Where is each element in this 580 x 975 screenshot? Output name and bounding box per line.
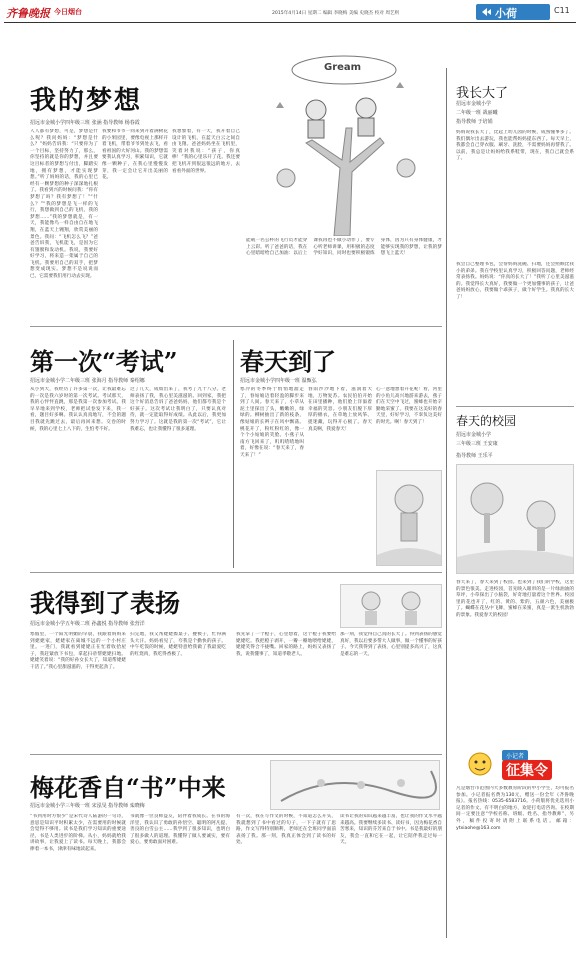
article-body-dream-col2: 我要和爷爷一同来到开着满树花的小果园里，要像电视上那样开着飞机，带着爷爷到处去飞，看看祖国的大好河山。我的梦想需要我认真学习，积累知识，它就像一颗种子，在我心里慢慢发芽，我一定会让它开出美丽的花。 xyxy=(102,129,168,181)
paper-logo: 齐鲁晚报 xyxy=(6,7,50,20)
article-body-plum: “书到用时方恨少”是宋代诗人陆游的一句诗，意思是知识平时积累太少，在需要用的时候就会觉得不够用。读书是我们学习知识的重要途径，书是人类进步的阶梯。从小，妈妈就给我讲故事，让我爱上了读书。每天晚上，我都会捧着一本书，津津有味地读起来。 xyxy=(30,814,126,852)
article-body-praise-2: 扫完地，我又帮姥姥擦桌子、叠被子，忙得满头大汗。妈妈看见了，夸我是个勤快的孩子。中午吃饭的时候，姥姥特意给我做了我最爱吃的红烧肉，我吃得香极了。 xyxy=(130,632,226,657)
plum-drawing xyxy=(271,761,439,809)
article-body-spring: 寒冷的冬季终于悄悄地溜走了，春姑娘迈着轻盈的脚步来到了人间。春天来了，小草从泥土里探出了头，嫩嫩的，绿绿的。柳树抽出了新的枝条，像姑娘的长辫子在风中飘荡。桃花开了，粉红粉红的，像一个个小姑娘的笑脸。小燕子从南方飞回来了，叽叽喳喳地叫着，好像在说：“春天来了，春天来了！” xyxy=(240,387,304,458)
article-body-spring-3: 心一意地想着开花呢！看，河里的小鱼儿高兴地游来游去，燕子们在天空中飞过，蜜蜂也开始辛勤地采蜜了。我要在这美好的春天里，好好学习，不辜负这美好的时光。啊！春天到了！ xyxy=(376,387,442,425)
sidebar-teacher-grownup: 指导教师 于培娟 xyxy=(456,119,493,125)
spring-illustration xyxy=(376,470,442,566)
article-body-plum-2: 书就像一位良师益友，陪伴着我成长。在书的海洋里，我认识了勇敢的孙悟空、聪明的阿凡提、善良的白雪公主……我学到了很多知识，也明白了很多做人的道理。我懂得了做人要诚实，要有爱心，要勇敢面对困难。 xyxy=(130,814,230,846)
page-number: C11 xyxy=(554,6,570,15)
plum-illustration xyxy=(270,760,440,810)
article-body-exam: 从小到大，我经历了许多第一次，让我最难忘的一次是我六岁时的第一次考试。考试那天，我的心怦怦直跳，那是我第一次参加考试。我早早地来到学校，老师把试卷发下来，我一看，题目好多啊。我认认真真地写，不会的题目我就先跳过去，最后再回来想。交卷的时候，我的心里七上八下的，生怕考不好。 xyxy=(30,387,126,432)
article-byline-spring: 招远市金城小学四年级一班 温甄弘 xyxy=(240,378,317,384)
article-byline-praise: 招远市金城小学五年级二班 孙鑫悦 指导教师 张营洋 xyxy=(30,621,145,627)
article-title-spring: 春天到了 xyxy=(240,347,336,376)
fish-icon xyxy=(480,6,492,18)
praise-illustration xyxy=(340,584,442,628)
sidebar-title-grownup: 我长大了 xyxy=(456,86,509,101)
section-rule-4 xyxy=(30,754,442,755)
article-byline-dream: 招远市金城小学四年级三班 张涵 指导教师 杨春霞 xyxy=(30,120,140,126)
praise-drawing xyxy=(341,585,441,627)
sidebar-body-grownup-2: 我会自己整理书包，会帮妈妈洗碗、扫地，还会照顾比我小的弟弟。我在学校里认真学习，积极回答问题，老师经常表扬我。妈妈说：“你真的长大了！”我听了心里美滋滋的。我觉得长大真好，我要做一个更加懂事的孩子，让爸爸妈妈放心，我要做个乖孩子，做个好学生。我真的长大了！ xyxy=(456,262,574,300)
tree-drawing xyxy=(246,48,442,236)
dream-tree-illustration xyxy=(246,48,442,236)
article-byline-plum: 招远市金城小学三年级一班 宋泓旻 指导教师 栾晓梅 xyxy=(30,803,145,809)
article-title-plum: 梅花香自“书”中来 xyxy=(30,773,226,802)
ad-title: 征集令 xyxy=(502,760,552,780)
article-title-praise: 我得到了表扬 xyxy=(30,589,181,618)
article-body-dream-col1: 人人都有梦想，可是，梦想是什么呢？我问妈妈：“梦想是什么？”妈妈告诉我：“只要你为了一个目标，坚持努力了，那么，你坚持的就是你的梦想，并且要这目标者的梦想与付出，脚踏实地，拥有梦想，才能实现梦想。”听了妈妈的话，我的心里已经有一颗梦想的种子深深地扎根了。我看到兴的时候问我：“你有梦想了吗？我有梦想了！”“什么？”“我的梦想是飞一样的飞行，我想做到自己的飞机，我的梦想……”我的梦想就是，有一天，我能像鸟一样自由自在地飞翔，在蓝天上翱翔，欣赏美丽的景色。我问：“飞机怎么飞？”爸爸告诉我，飞机能飞，是因为它有翅膀和发动机。我说，我要好好学习，将来造一架属于自己的飞机。我要用自己的双手，把梦想变成现实。梦想不是说说而已，它需要我们用行动去实现。 xyxy=(30,129,98,280)
article-body-praise: 寒假里，一个阳光明媚的早晨，我跟着妈妈来到姥姥家，姥姥家在离城不远的一个小村庄里。一进门，我就看到姥姥正在忙着收拾屋子，我赶紧放下书包，拿起扫帚帮姥姥扫地。姥姥笑着说：“我的好孙女长大了，知道帮姥姥干活了。”我心里甜滋滋的，干得更起劲了。 xyxy=(30,632,126,670)
sidebar-body-campus: 春天来了，春天来到了校园。也来到了我们的学校，这里的景色很美。走进校园，首先映入眼帘的是一片绿油油的草坪，小草探出了小脑袋，好奇地打量着这个世界。校园里的花也开了，红的、黄的、紫的，五颜六色，美丽极了。蝴蝶在花丛中飞舞，蜜蜂在采蜜，真是一派生机勃勃的景象。我爱春天的校园！ xyxy=(456,580,574,618)
sidebar-grade-campus: 三年级三班 王安康 xyxy=(456,441,498,447)
campus-drawing xyxy=(457,465,573,573)
edition-label: 今日烟台 xyxy=(54,8,82,16)
campus-illustration xyxy=(456,464,574,574)
article-body-spring-2: 春雨沙沙地下着，滋润着大地，万物复苏。农民伯伯开始在田里播种，他们脸上洋溢着幸福的笑容。小朋友们脱下厚厚的棉衣，在草地上放风筝、捉迷藏，玩得开心极了。春天真美啊，我爱春天！ xyxy=(308,387,372,432)
cloud-label: Gream xyxy=(324,62,362,73)
article-body-plum-3: 有一次，我在写作文的时候，不知道怎么开头，我就想到了书中看过的句子，一下子就有了思路，作文写得特别顺利，老师还在全班同学面前表扬了我。那一刻，我真正体会到了读书的好处。 xyxy=(236,814,336,846)
article-body-dream-col3: 我想象着，有一天，我开着自己设计的飞机，在蓝天白云之间自由飞翔。爸爸妈妈坐在飞机里，笑着对我说：“孩子，你真棒！”我的心里乐开了花。我还要把飞机开到很远很远的地方，去看看外面的世界。 xyxy=(172,129,240,174)
section-name: 小荷 xyxy=(495,7,517,20)
section-rule-2 xyxy=(30,326,442,327)
ad-badge: 小记者 xyxy=(502,750,528,761)
article-byline-exam: 招远市金城小学二年级三班 张海月 指导教师 秦绍娜 xyxy=(30,378,145,384)
sidebar-school-grownup: 招远市金城小学 xyxy=(456,101,492,107)
masthead-meta: 2015年4月14日 星期二 编辑 李晓梅 美编 史晓杰 校对 周艺则 xyxy=(272,11,400,16)
sidebar-school-campus: 招远市金城小学 xyxy=(456,432,492,438)
sidebar-teacher-campus: 指导教师 王乐平 xyxy=(456,453,493,459)
article-body-praise-3: 我先拿了一个橙子，心里想着，这个橙子我要给姥姥吃。我把橙子剥开，一瓣一瓣地喂给姥姥，姥姥笑得合不拢嘴。回家的路上，妈妈又表扬了我，说我懂事了，知道孝敬老人。 xyxy=(236,632,336,657)
sidebar-grade-grownup: 二年级一班 战丽曦 xyxy=(456,110,498,116)
sidebar-rule-1 xyxy=(456,406,574,407)
sidebar-body-grownup: 妈妈说我长大了，比起上幼儿园的时候，成熟懂事多了。我们偶尔出去游玩，我也能帮妈妈提东西了。每天早上，我都会自己穿衣服、刷牙、洗脸，不需要妈妈再帮我了。以前，我总是让妈妈给我系鞋带，现在，我自己就会系了。 xyxy=(456,130,574,162)
sidebar-divider xyxy=(446,68,447,938)
masthead-rule xyxy=(4,22,576,23)
article-body-plum-4: 读书让我的知识越来越丰富，也让我的作文水平越来越高。我要继续多读书、读好书，因为梅花香自苦寒来，知识的芬芳来自于书中。书是我最好的朋友，我会一直和它在一起，让它陪伴我走过每一天。 xyxy=(340,814,442,846)
section-rule-3 xyxy=(30,572,442,573)
article-title-exam: 第一次“考试” xyxy=(30,347,178,376)
ad-body: 凡是烟台市范围内大多数教育阶段的中小学生，均可报名参加。小记者报名费为130元，赠送一份全年《齐鲁晚报》。报名热线：0535-6583716。小荷版将优先选用小记者的作文。有不明白的地方，欢迎打电话咨询。在校期间一定要注意“学校名称、班级、姓名、指导教师”，另外，稿件投寄时请附上联系电话。邮箱：ytxiaohe@163.com xyxy=(456,786,574,831)
recruit-ad xyxy=(456,746,574,946)
mascot-icon xyxy=(460,750,500,780)
sidebar-title-campus: 春天的校园 xyxy=(456,414,517,428)
masthead xyxy=(0,0,580,26)
article-body-dream-col4: 能载一名公杯的飞行员才能穿上云彩。听了爸爸的话，我在心里暗暗给自己加油：以后上课我再也不做小动作了，要专心听老师讲课，用积极的态度学好知识，同时也要积极锻炼身体，因为只有身体健康，才能够实现我的梦想，让我的梦想飞上蓝天！ xyxy=(246,238,442,257)
article-body-exam-2: 过了几天，成绩出来了，我考了九十八分。老师表扬了我，我心里美滋滋的。回到家，我把这个好消息告诉了爸爸妈妈，他们都夸我是个好孩子。这次考试让我明白了，只要认真对待，就一定能取得好成绩。从此以后，我更加努力学习了。这就是我的第一次“考试”，它让我难忘，也让我懂得了很多道理。 xyxy=(130,387,226,432)
section-badge xyxy=(476,4,550,20)
article-body-praise-4: 那一刻，我觉得自己真的长大了。得到表扬的感觉真好，我以后要多帮大人做事，做一个懂事的好孩子。今天我得到了表扬，心里别提多高兴了，这真是难忘的一天。 xyxy=(340,632,442,657)
article-title-dream: 我的梦想 xyxy=(30,86,143,116)
column-divider-2 xyxy=(233,340,234,568)
spring-drawing xyxy=(377,471,441,565)
